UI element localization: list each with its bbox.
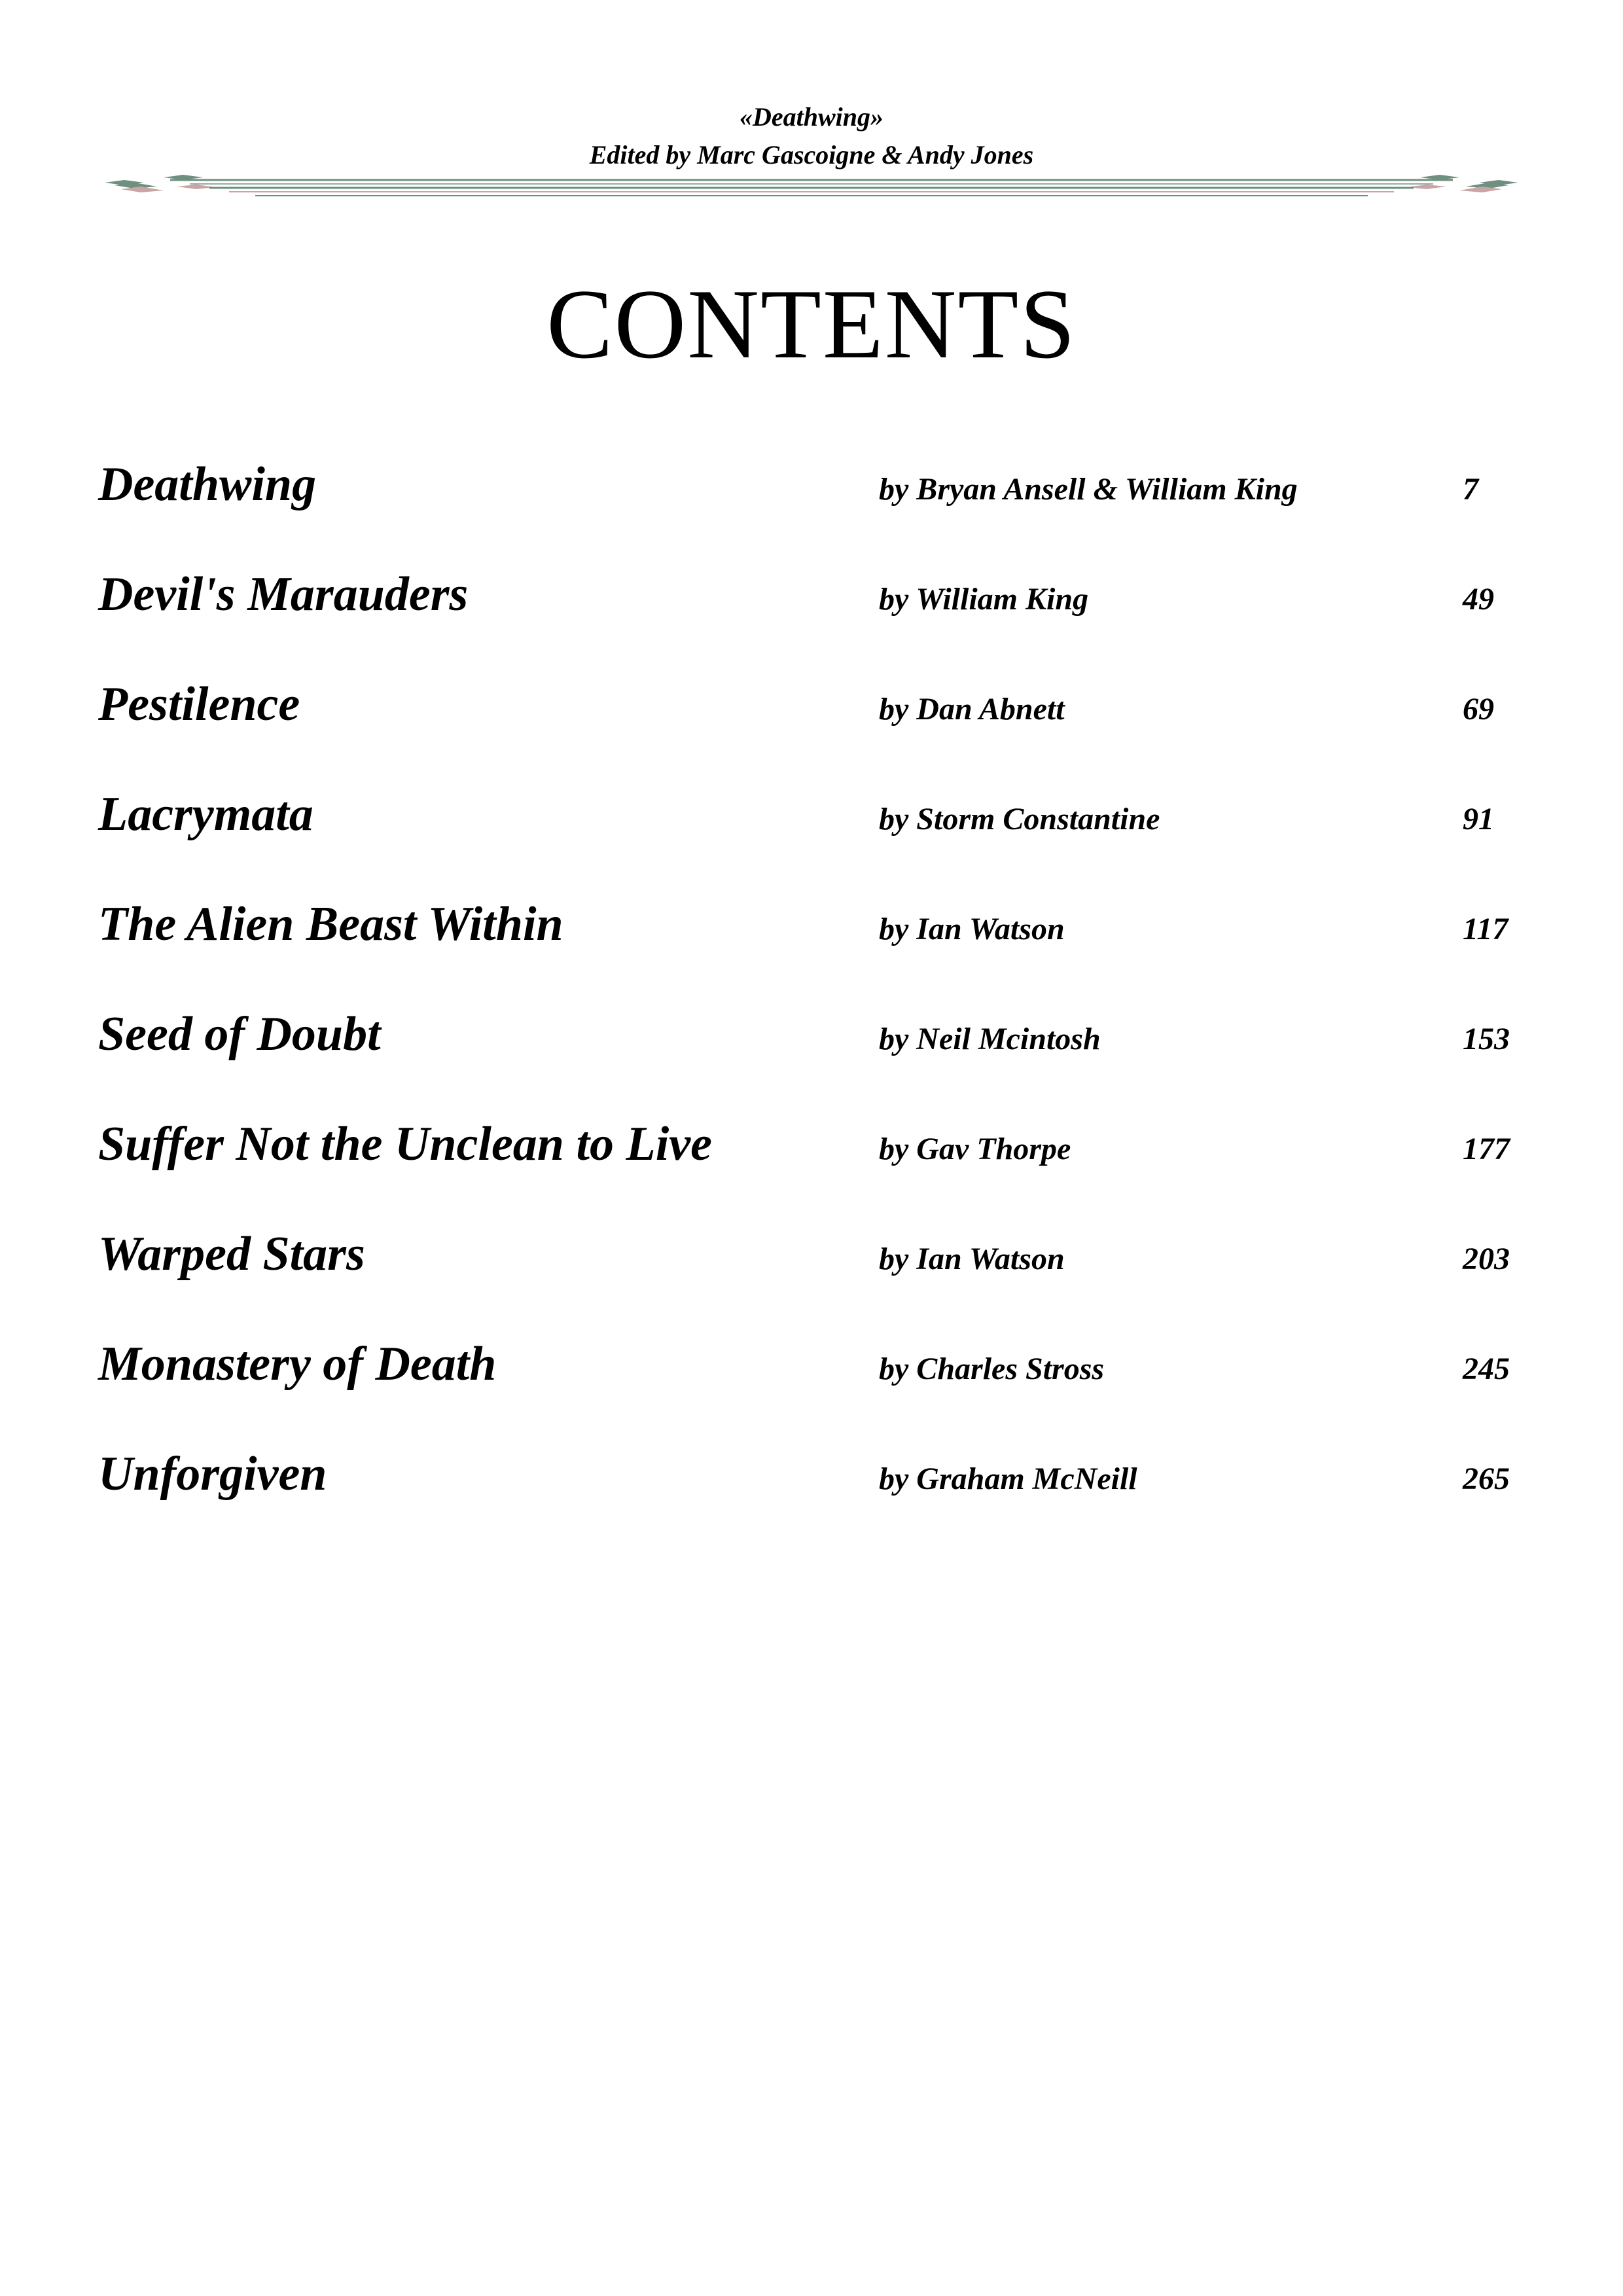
page-number: 117 xyxy=(1463,912,1508,946)
story-author: by Bryan Ansell & William King xyxy=(879,472,1298,507)
story-author: by Gav Thorpe xyxy=(879,1132,1071,1166)
page-number: 49 xyxy=(1463,582,1494,617)
story-author: by Storm Constantine xyxy=(879,802,1160,836)
page-number: 203 xyxy=(1463,1242,1510,1276)
toc-entry xyxy=(98,1331,1538,1441)
story-title: Deathwing xyxy=(98,457,317,511)
page-number: 69 xyxy=(1463,692,1494,726)
story-title: Devil's Marauders xyxy=(98,567,469,621)
toc-entry xyxy=(98,562,1538,672)
story-author: by Ian Watson xyxy=(879,1242,1065,1276)
page-number: 91 xyxy=(1463,802,1494,836)
story-title: Seed of Doubt xyxy=(98,1007,381,1061)
toc-entry xyxy=(98,1111,1538,1221)
toc-entry xyxy=(98,1441,1538,1551)
story-title: Suffer Not the Unclean to Live xyxy=(98,1117,712,1171)
table-of-contents xyxy=(98,452,1538,1551)
story-author: by Neil Mcintosh xyxy=(879,1022,1101,1056)
toc-entry xyxy=(98,1001,1538,1111)
page-number: 245 xyxy=(1463,1352,1510,1386)
story-title: Pestilence xyxy=(98,677,300,731)
toc-entry xyxy=(98,891,1538,1001)
story-author: by Dan Abnett xyxy=(879,692,1065,726)
running-header xyxy=(0,98,1623,174)
story-author: by Charles Stross xyxy=(879,1352,1105,1386)
toc-entry xyxy=(98,452,1538,562)
story-author: by Ian Watson xyxy=(879,912,1065,946)
story-author: by William King xyxy=(879,582,1089,617)
story-title: Lacrymata xyxy=(98,787,313,841)
page-title: CONTENTS xyxy=(546,269,1077,379)
page-number: 265 xyxy=(1463,1462,1510,1496)
page-number: 153 xyxy=(1463,1022,1510,1056)
story-title: The Alien Beast Within xyxy=(98,897,563,951)
story-title: Warped Stars xyxy=(98,1227,365,1281)
toc-entry xyxy=(98,781,1538,891)
story-author: by Graham McNeill xyxy=(879,1462,1137,1496)
story-title: Unforgiven xyxy=(98,1447,327,1501)
story-title: Monastery of Death xyxy=(98,1337,497,1391)
decorative-divider-icon xyxy=(98,167,1525,206)
toc-entry xyxy=(98,1221,1538,1331)
toc-entry xyxy=(98,672,1538,781)
book-title: «Deathwing» xyxy=(739,102,884,132)
page-number: 7 xyxy=(1463,472,1478,507)
editors-line: Edited by Marc Gascoigne & Andy Jones xyxy=(589,140,1034,170)
page-number: 177 xyxy=(1463,1132,1510,1166)
